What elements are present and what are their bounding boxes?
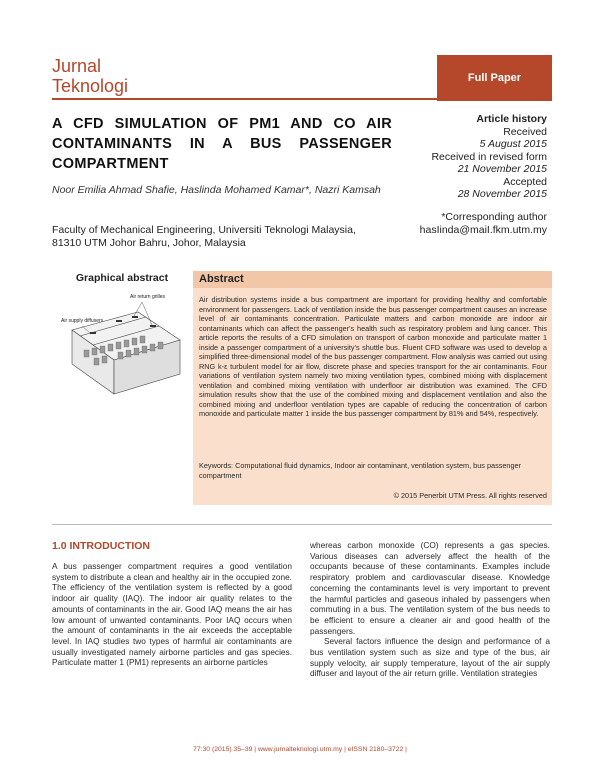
intro-left-column: A bus passenger compartment requires a good ventilation system to distribute a clean and healthy air in the occupied zone. The efficiency of the ventilation system is reflected by a good indoor air quality (IAQ). The indoor air quality relates to the amounts of contaminants in the air. Good IAQ means the air has low amount of unwanted contaminants. Poor IAQ occurs when the amount of contaminants in the air exceeds the acceptable level. In IAQ studies two types of harmful air contaminants are usually investigated namely airborne particles and gas species. Particulate matter 1 (PM1) represents an airborne particles — [52, 561, 292, 668]
journal-name — [52, 56, 128, 96]
journal-name-line2: Teknologi — [52, 76, 129, 96]
page-footer: 77:30 (2015) 35–39 | www.jurnalteknologi.utm.my | eISSN 2180–3722 | — [193, 746, 407, 753]
journal-name-line1: Jurnal — [52, 56, 102, 76]
history-revised-label: Received in revised form — [431, 150, 547, 163]
affiliation-line-2: 81310 UTM Johor Bahru, Johor, Malaysia — [52, 237, 246, 249]
abstract-keywords: Keywords: Computational fluid dynamics, Indoor air contaminant, ventilation system, bus passenger compartment — [199, 461, 522, 480]
corresponding-email[interactable]: hasIinda@maiI.fkm.utm.my — [419, 224, 547, 236]
affiliation-line-1: Faculty of Mechanical Engineering, Universiti Teknologi Malaysia, — [52, 224, 356, 236]
author-list: Noor Emilia Ahmad Shafie, Haslinda Mohamed Kamar*, Nazri Kamsah — [52, 184, 381, 196]
history-received-label: Received — [503, 125, 547, 138]
paper-type-badge: Full Paper — [437, 55, 552, 101]
header-rule — [52, 98, 437, 100]
graphical-abstract-heading: Graphical abstract — [75, 272, 169, 284]
intro-right-column — [310, 540, 550, 679]
history-accepted-date: 28 November 2015 — [457, 188, 547, 200]
article-history — [387, 113, 547, 201]
corresponding-author — [347, 211, 547, 237]
section-divider — [52, 524, 552, 525]
abstract-heading: Abstract — [193, 271, 552, 288]
affiliation — [52, 224, 397, 250]
bus-compartment-figure — [60, 290, 186, 398]
title-line-3: COMPARTMENT — [52, 156, 169, 172]
intro-right-paragraph-2: Several factors influence the design and performance of a bus ventilation system such as size and type of the bus, air supply velocity, air supply temperature, layout of the air supply diffuser and layout of the air return grille. Ventilation strategies — [310, 636, 550, 679]
article-title — [52, 114, 392, 174]
section-heading-introduction: 1.0 INTRODUCTION — [52, 540, 151, 552]
figure-label-supply: Air supply diffusers — [61, 318, 104, 324]
copyright-notice: © 2015 Penerbit UTM Press. All rights reserved — [393, 491, 547, 500]
intro-right-paragraph-1: whereas carbon monoxide (CO) represents a gas species. Various diseases can adversely affect the health of the occupants because of these contaminants. Examples include respiratory problem and cardiovascular disease. Knowledge concerning the contaminants level is very important to prevent the harmful particles and gaseous inhaled by passengers when commuting in a bus. The ventilation system of the bus needs to be efficient to ensure a cleaner air and good health of the passengers. — [310, 540, 550, 636]
corresponding-label: *Corresponding author — [441, 211, 547, 223]
history-accepted-label: Accepted — [503, 175, 547, 188]
figure-label-return: Air return grilles — [130, 294, 166, 300]
history-heading: Article history — [476, 113, 547, 125]
history-received-date: 5 August 2015 — [479, 138, 547, 150]
title-line-1: A CFD SIMULATION OF PM1 AND CO AIR — [52, 116, 392, 132]
history-revised-date: 21 November 2015 — [457, 163, 547, 175]
title-line-2: CONTAMINANTS IN A BUS PASSENGER — [52, 136, 392, 152]
abstract-text: Air distribution systems inside a bus compartment are important for providing healthy and comfortable environment for passengers. Lack of ventilation inside the bus passenger compartment causes an increase level of air contaminants concentration. Particulate matters and carbon monoxide are indoor air contaminants which can affect the passenger's health such as respiratory problem and lung cancer. This article reports the results of a CFD simulation on transport of carbon monoxide and particulate matter 1 inside a passenger compartment of a university's shuttle bus. Fluent CFD software was used to develop a simplified three-dimensional model of the bus passenger compartment. Flow analysis was carried out using RNG k-ε turbulent model for air flow, discrete phase and species transport for the air contaminants. Four variations of ventilation system namely two mixing ventilation types, combined mixing with displacement ventilation and combined mixing ventilation with underfloor air distribution was examined. The CFD simulation results show that the use of the combined mixing and displacement ventilation and also the combined mixing and underfloor ventilation types are capable of reducing the concentration of carbon monoxide and particulate matter 1 inside the bus passenger compartment by 81% and 54%, respectively. — [199, 295, 547, 418]
